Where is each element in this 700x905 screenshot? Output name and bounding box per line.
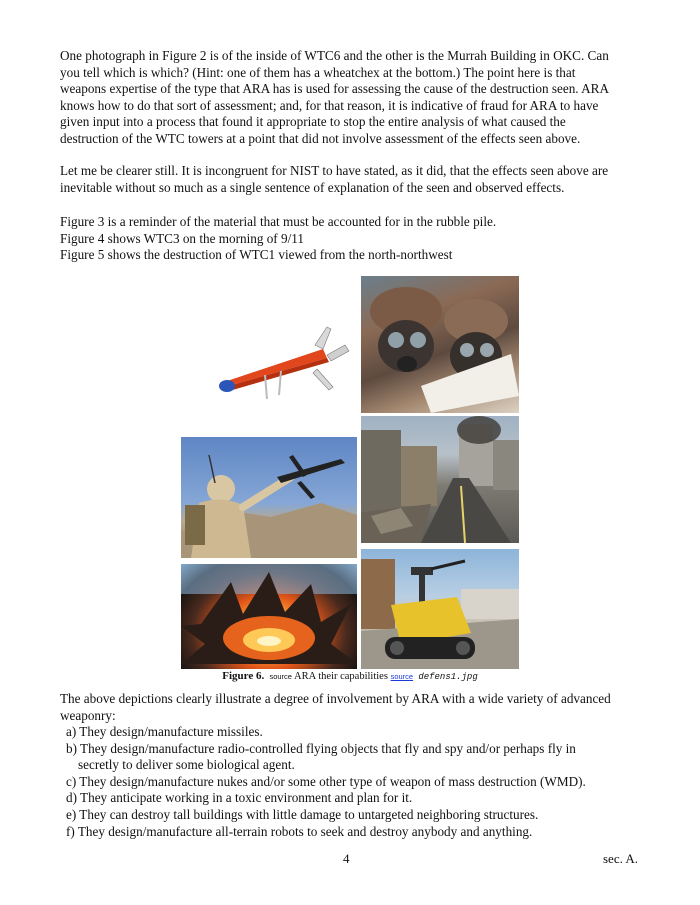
caption-source-word: source <box>269 672 292 681</box>
paragraph-figure2-discussion <box>60 48 650 148</box>
figure-label: Figure 6. <box>222 670 265 682</box>
caption-text: ARA their capabilities <box>294 671 388 682</box>
drone-photo <box>181 437 357 558</box>
text-line: destruction of the WTC towers at a point that did not involve assessment of the effects seen above. <box>60 130 581 146</box>
soldiers-gas-mask-icon <box>361 276 519 413</box>
missile-photo <box>215 325 357 403</box>
text-line: you tell which is which? (Hint: one of them has a wheatchex at the bottom.) The point here is that <box>60 64 576 80</box>
damaged-city-icon <box>361 416 519 543</box>
figure4-note: Figure 4 shows WTC3 on the morning of 9/11 <box>60 230 304 246</box>
text-line: given input into a process that found it appropriate to stop the entire analysis of what caused the <box>60 114 566 130</box>
list-item: f) They design/manufacture all-terrain robots to seek and destroy anybody and anything. <box>66 823 533 839</box>
text-line: knows how to do that sort of assessment; and, for that reason, it is indicative of fraud for ARA to have <box>60 97 599 113</box>
section-label: sec. A. <box>603 851 639 866</box>
list-item: a) They design/manufacture missiles. <box>66 724 263 739</box>
list-item: e) They can destroy tall buildings with little damage to untargeted neighboring structures. <box>66 806 539 822</box>
soldier-drone-icon <box>181 437 357 558</box>
list-item: b) They design/manufacture radio-controlled flying objects that fly and spy and/or perhaps fly in <box>66 740 576 756</box>
figure-caption <box>0 670 700 684</box>
caption-source-link[interactable]: source <box>390 672 414 681</box>
text-line: One photograph in Figure 2 is of the inside of WTC6 and the other is the Murrah Building in OKC. Can <box>60 48 609 63</box>
caption-filename: defens1.jpg <box>418 672 478 682</box>
list-item: c) They design/manufacture nukes and/or some other type of weapon of mass destruction (WMD). <box>66 773 586 789</box>
capabilities-list <box>66 724 656 840</box>
text-line: inevitable without so much as a single sentence of explanation of the seen and observed effects. <box>60 179 565 195</box>
robot-photo <box>361 549 519 669</box>
list-item-continuation: secretly to deliver some biological agent. <box>78 757 295 773</box>
figure-notes <box>60 214 650 264</box>
text-line: weaponry: <box>60 707 116 723</box>
text-line: weapons expertise of the type that ARA has is used for assessing the cause of the destruction seen. ARA <box>60 81 609 97</box>
list-item: d) They anticipate working in a toxic environment and plan for it. <box>66 790 413 806</box>
paragraph-conclusion <box>60 691 650 724</box>
page-number: 4 <box>343 851 350 866</box>
explosion-icon <box>181 564 357 669</box>
figure3-note: Figure 3 is a reminder of the material that must be accounted for in the rubble pile. <box>60 214 497 229</box>
text-line: Let me be clearer still. It is incongruent for NIST to have stated, as it did, that the effects seen above are <box>60 163 609 178</box>
missile-icon <box>215 325 357 403</box>
explosion-photo <box>181 564 357 669</box>
figure5-note: Figure 5 shows the destruction of WTC1 viewed from the north-northwest <box>60 247 453 263</box>
text-line: The above depictions clearly illustrate a degree of involvement by ARA with a wide variety of advanced <box>60 691 611 706</box>
armed-robot-icon <box>361 549 519 669</box>
paragraph-nist <box>60 163 650 196</box>
gas-mask-photo <box>361 276 519 413</box>
city-destruction-photo <box>361 416 519 543</box>
